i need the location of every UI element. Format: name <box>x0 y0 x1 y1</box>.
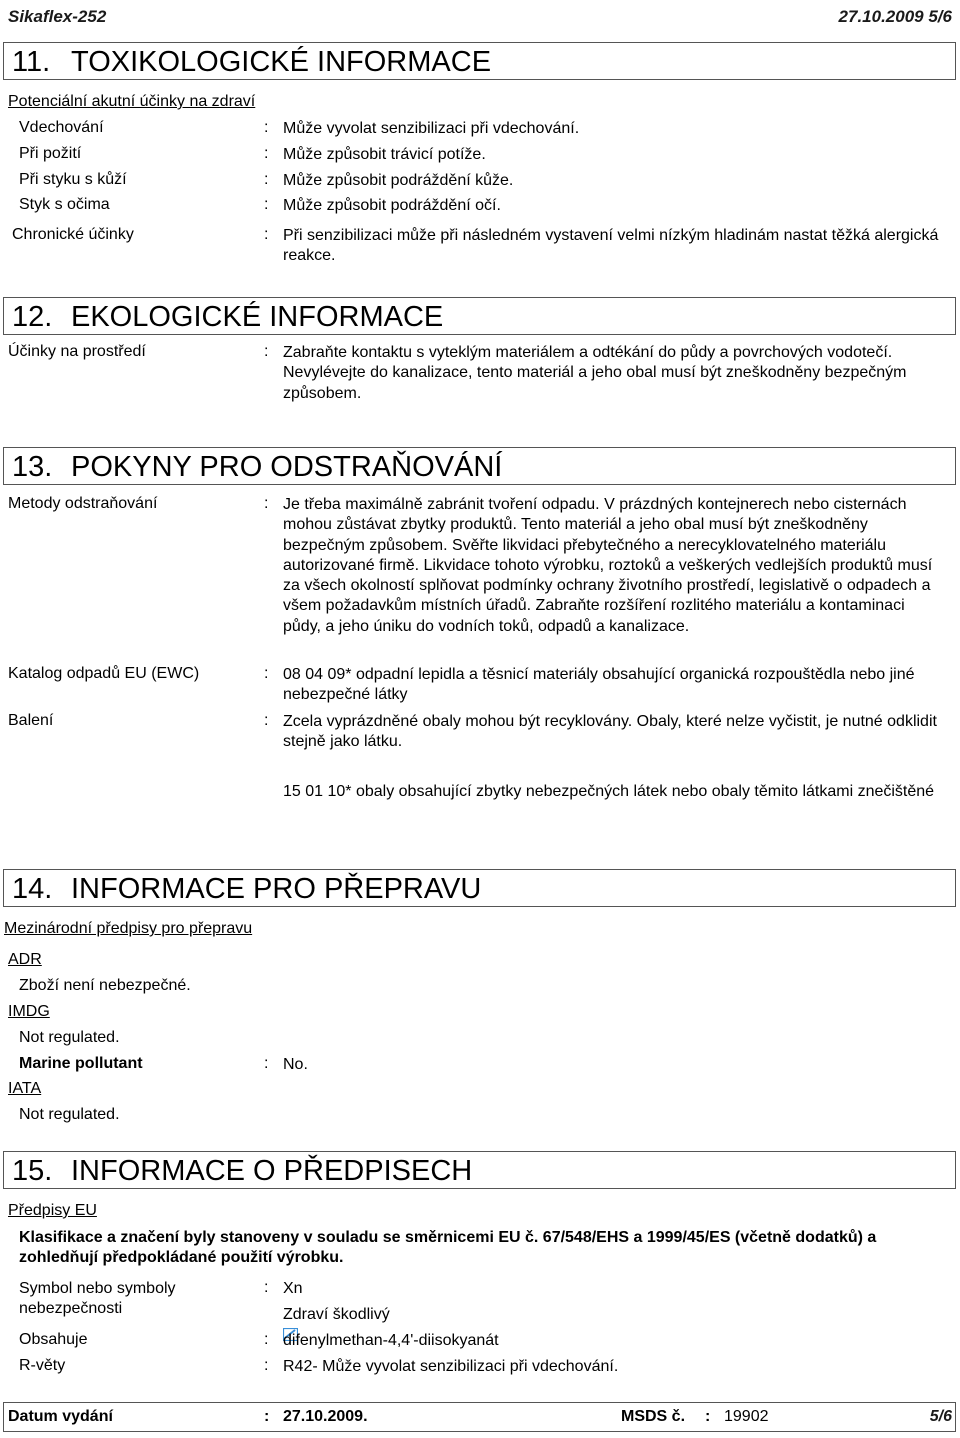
section-13-box <box>3 447 956 485</box>
environment-value: Zabraňte kontaktu s vyteklým materiálem a odtékání do půdy a povrchových vodotečí. Nevylévejte do kanalizace, tento materiál a jeho obal musí být zneškodněny bezpečným způsobem. <box>283 344 907 402</box>
marine-pollutant-value: No. <box>283 1056 308 1073</box>
colon: : <box>264 343 269 360</box>
contains-value: difenylmethan-4,4'-diisokyanát <box>283 1332 499 1349</box>
colon: : <box>264 171 269 188</box>
issue-date-label: Datum vydání <box>8 1408 113 1425</box>
colon: : <box>264 1055 269 1072</box>
colon: : <box>264 145 269 162</box>
marine-pollutant-label: Marine pollutant <box>19 1055 143 1072</box>
hazard-symbol-value: Xn <box>283 1280 303 1297</box>
colon: : <box>264 712 269 729</box>
colon: : <box>264 495 269 512</box>
environment-label: Účinky na prostředí <box>8 343 146 360</box>
imdg-heading: IMDG <box>8 1003 50 1020</box>
colon: : <box>264 119 269 136</box>
colon: : <box>264 1279 269 1296</box>
packaging-waste-code: 15 01 10* obaly obsahující zbytky nebezpečných látek nebo obaly těmito látkami znečištěné <box>283 783 935 800</box>
header-date-page: 27.10.2009 5/6 <box>838 7 952 26</box>
classification-intro: Klasifikace a značení byly stanoveny v souladu se směrnicemi EU č. 67/548/EHS a 1999/45/ES (včetně dodatků) a zohledňují předpokládané použití výrobku. <box>19 1229 877 1267</box>
msds-number: 19902 <box>724 1408 769 1425</box>
ingestion-value: Může způsobit trávicí potíže. <box>283 146 486 163</box>
iata-heading: IATA <box>8 1080 42 1097</box>
colon: : <box>264 226 269 243</box>
skin-contact-label: Při styku s kůží <box>19 171 127 188</box>
colon: : <box>264 1408 270 1425</box>
section-14-subheading: Mezinárodní předpisy pro přepravu <box>4 920 253 937</box>
footer-box <box>3 1402 956 1432</box>
r-phrases-label: R-věty <box>19 1357 66 1374</box>
section-14-box <box>3 869 956 907</box>
adr-heading: ADR <box>8 951 42 968</box>
issue-date-value: 27.10.2009. <box>283 1408 368 1425</box>
section-15-subheading: Předpisy EU <box>8 1202 97 1219</box>
disposal-methods-label: Metody odstraňování <box>8 495 158 512</box>
eye-contact-label: Styk s očima <box>19 196 110 213</box>
packaging-label: Balení <box>8 712 54 729</box>
ingestion-label: Při požití <box>19 145 82 162</box>
section-11-subheading: Potenciální akutní účinky na zdraví <box>8 93 256 110</box>
ewc-value: 08 04 09* odpadní lepidla a těsnicí materiály obsahující organická rozpouštědla nebo jiné nebezpečné látky <box>283 666 915 704</box>
section-15-box <box>3 1151 956 1189</box>
skin-contact-value: Může způsobit podráždění kůže. <box>283 172 514 189</box>
iata-value: Not regulated. <box>19 1106 120 1123</box>
section-15-title: 15. INFORMACE O PŘEDPISECH <box>12 1155 473 1187</box>
inhalation-label: Vdechování <box>19 119 104 136</box>
hazard-symbol-label: Symbol nebo symboly nebezpečnosti <box>19 1280 176 1318</box>
colon: : <box>264 196 269 213</box>
packaging-value: Zcela vyprázdněné obaly mohou být recyklovány. Obaly, které nelze vyčistit, je nutné odklidit stejně jako látku. <box>283 713 937 751</box>
footer-page-number: 5/6 <box>929 1408 952 1425</box>
section-14-title: 14. INFORMACE PRO PŘEPRAVU <box>12 873 482 905</box>
hazard-symbol-description: Zdraví škodlivý <box>283 1306 390 1323</box>
chronic-effects-label: Chronické účinky <box>12 226 134 243</box>
inhalation-value: Může vyvolat senzibilizaci při vdechování. <box>283 120 580 137</box>
section-13-title: 13. POKYNY PRO ODSTRAŇOVÁNÍ <box>12 451 503 483</box>
eye-contact-value: Může způsobit podráždění očí. <box>283 197 501 214</box>
disposal-methods-value: Je třeba maximálně zabránit tvoření odpadu. V prázdných kontejnerech nebo cisternách mohou zůstávat zbytky produktů. Tento materiál a jeho obal musí být zneškodněny bezpečným způsobem. Svěřte likvidaci přebytečného a nerecyklovatelného materiálu autorizované firmě. Likvidace tohoto výrobku, roztoků a veškerých vedlejších produktů musí za všech okolností splňovat podmínky ochrany životního prostředí, legislativě o odpadech a všem požadavkům místních úřadů. Zabraňte rozšíření rozlitého materiálu a kontaminaci půdy, a jeho úniku do vodních toků, odpadů a kanalizace. <box>283 496 933 635</box>
msds-label: MSDS č. <box>621 1408 686 1425</box>
ewc-label: Katalog odpadů EU (EWC) <box>8 665 200 682</box>
r-phrases-value: R42- Může vyvolat senzibilizaci při vdechování. <box>283 1358 619 1375</box>
contains-label: Obsahuje <box>19 1331 88 1348</box>
colon: : <box>264 665 269 682</box>
section-11-box <box>3 42 956 80</box>
imdg-value: Not regulated. <box>19 1029 120 1046</box>
adr-value: Zboží není nebezpečné. <box>19 977 191 994</box>
colon: : <box>705 1408 711 1425</box>
colon: : <box>264 1331 269 1348</box>
section-11-title: 11. TOXIKOLOGICKÉ INFORMACE <box>12 46 492 78</box>
colon: : <box>264 1357 269 1374</box>
product-name: Sikaflex-252 <box>8 7 107 26</box>
section-12-box <box>3 297 956 335</box>
section-12-title: 12. EKOLOGICKÉ INFORMACE <box>12 301 444 333</box>
chronic-effects-value: Při senzibilizaci může při následném vystavení velmi nízkým hladinám nastat těžká alergická reakce. <box>283 227 939 265</box>
